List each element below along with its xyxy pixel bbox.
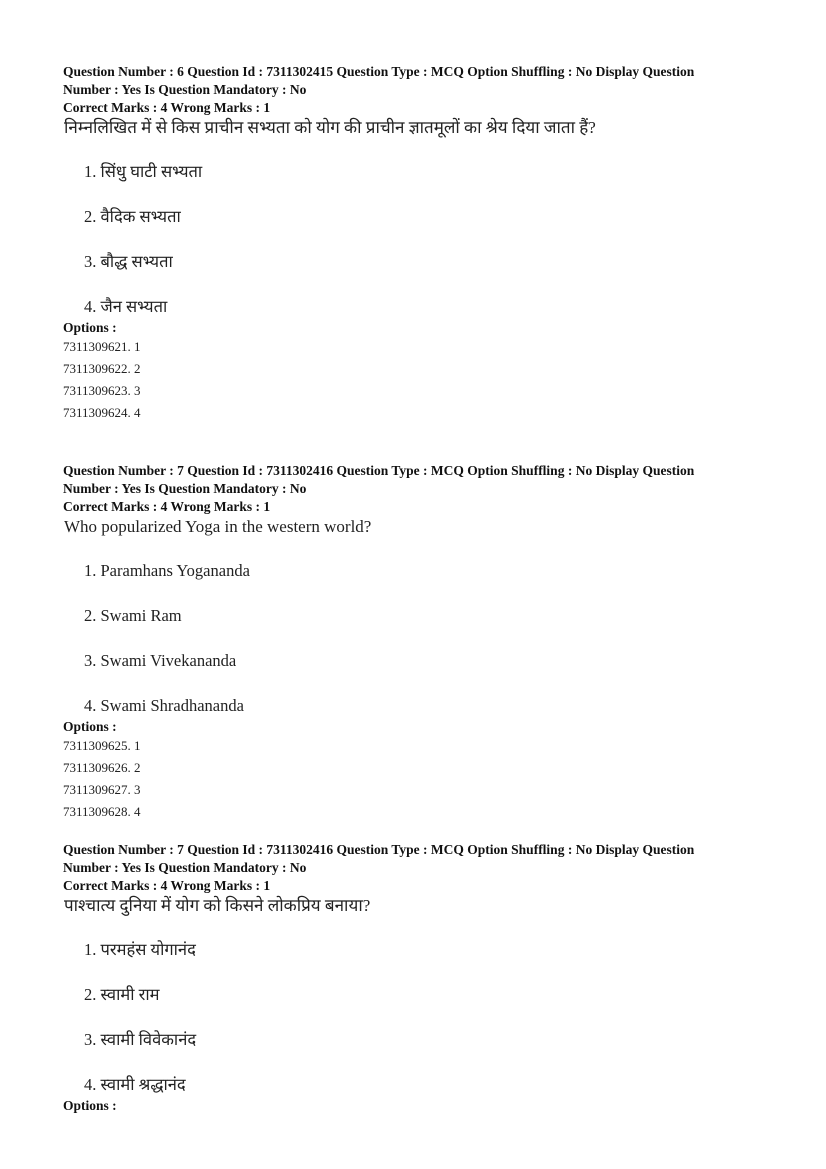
- answer-option: 3. स्वामी विवेकानंद: [84, 1030, 197, 1049]
- answer-option: 1. परमहंस योगानंद: [84, 940, 196, 959]
- option-code: 7311309628. 4: [63, 804, 141, 819]
- answer-option: 2. वैदिक सभ्यता: [84, 207, 181, 226]
- question-stem: पाश्चात्य दुनिया में योग को किसने लोकप्रिय बनाया?: [64, 896, 371, 915]
- question-header-line: Question Number : 7 Question Id : 7311302416 Question Type : MCQ Option Shuffling : No Display Question: [63, 463, 695, 478]
- answer-option: 3. बौद्ध सभ्यता: [84, 252, 173, 271]
- question-block: [63, 462, 763, 823]
- question-block: [63, 841, 763, 1114]
- option-code: 7311309622. 2: [63, 361, 141, 376]
- option-code: 7311309626. 2: [63, 760, 141, 775]
- marks-line: Correct Marks : 4 Wrong Marks : 1: [63, 499, 271, 514]
- option-code: 7311309624. 4: [63, 405, 141, 420]
- option-code: 7311309623. 3: [63, 383, 141, 398]
- question-stem: Who popularized Yoga in the western world?: [64, 517, 372, 536]
- answer-option: 2. स्वामी राम: [84, 985, 160, 1004]
- answer-option: 4. Swami Shradhananda: [84, 696, 244, 715]
- answer-option: 4. स्वामी श्रद्धानंद: [84, 1075, 186, 1094]
- marks-line: Correct Marks : 4 Wrong Marks : 1: [63, 100, 271, 115]
- option-code: 7311309625. 1: [63, 738, 141, 753]
- question-header-line: Number : Yes Is Question Mandatory : No: [63, 860, 307, 875]
- question-header-line: Question Number : 6 Question Id : 7311302415 Question Type : MCQ Option Shuffling : No Display Question: [63, 64, 695, 79]
- options-heading: Options :: [63, 320, 117, 335]
- answer-option: 1. Paramhans Yogananda: [84, 561, 250, 580]
- question-header-line: Number : Yes Is Question Mandatory : No: [63, 481, 307, 496]
- answer-option: 1. सिंधु घाटी सभ्यता: [84, 162, 203, 181]
- question-header-line: Number : Yes Is Question Mandatory : No: [63, 82, 307, 97]
- option-code: 7311309621. 1: [63, 339, 141, 354]
- options-heading: Options :: [63, 1098, 117, 1113]
- question-header-line: Question Number : 7 Question Id : 7311302416 Question Type : MCQ Option Shuffling : No Display Question: [63, 842, 695, 857]
- options-heading: Options :: [63, 719, 117, 734]
- question-stem: निम्नलिखित में से किस प्राचीन सभ्यता को योग की प्राचीन ज्ञातमूलों का श्रेय दिया जाता हैं?: [64, 118, 596, 137]
- answer-option: 3. Swami Vivekananda: [84, 651, 237, 670]
- answer-option: 4. जैन सभ्यता: [84, 297, 168, 316]
- answer-option: 2. Swami Ram: [84, 606, 182, 625]
- marks-line: Correct Marks : 4 Wrong Marks : 1: [63, 878, 271, 893]
- option-code: 7311309627. 3: [63, 782, 141, 797]
- question-block: [63, 63, 763, 424]
